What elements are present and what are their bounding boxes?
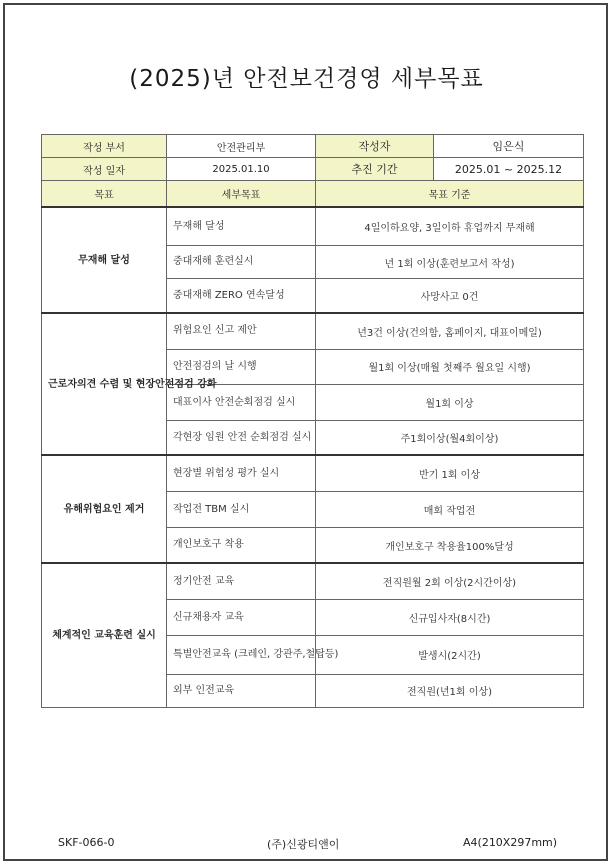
page-title: (2025)년 안전보건경영 세부목표 xyxy=(129,66,484,92)
standard-cell: 4일이하요양, 3일이하 휴업까지 무재해 xyxy=(316,207,584,245)
detail-cell: 안전점검의 날 시행 xyxy=(167,349,316,384)
detail-cell: 무재해 달성 xyxy=(167,207,316,245)
detail-cell: 현장별 위험성 평가 실시 xyxy=(167,455,316,491)
goal-cell: 근로자의견 수렴 및 현장안전점검 강화 xyxy=(42,313,167,455)
detail-cell: 작업전 TBM 실시 xyxy=(167,492,316,528)
standard-cell: 매회 작업전 xyxy=(316,492,584,528)
date-value: 2025.01.10 xyxy=(167,158,316,181)
table-row xyxy=(42,563,584,599)
table-row xyxy=(42,455,584,491)
dept-value: 안전관리부 xyxy=(167,135,316,158)
standard-cell: 사망사고 0건 xyxy=(316,279,584,313)
standard-cell: 년 1회 이상(훈련보고서 작성) xyxy=(316,245,584,278)
info-row-dept xyxy=(42,135,584,158)
period-value: 2025.01 ~ 2025.12 xyxy=(454,162,563,176)
paper-size: A4(210X297mm) xyxy=(463,836,558,849)
standard-cell: 신규입사자(8시간) xyxy=(316,599,584,635)
detail-cell: 대표이사 안전순회점검 실시 xyxy=(167,385,316,421)
detail-cell: 중대재해 ZERO 연속달성 xyxy=(167,279,316,313)
author-value: 임은식 xyxy=(492,140,525,154)
table-row xyxy=(42,313,584,349)
company-name: (주)신광티앤이 xyxy=(267,838,340,851)
detail-cell: 특별안전교육 (크레인, 강관주,철탑등) xyxy=(167,636,316,674)
standard-cell: 전직원월 2회 이상(2시간이상) xyxy=(316,563,584,599)
goal-cell: 체계적인 교육훈련 실시 xyxy=(42,563,167,707)
detail-cell: 신규채용자 교육 xyxy=(167,599,316,635)
goal-column-header: 목표 xyxy=(42,181,167,207)
standard-column-header: 목표 기준 xyxy=(316,181,584,207)
form-code: SKF-066-0 xyxy=(58,836,115,849)
standard-cell: 월1회 이상 xyxy=(316,385,584,421)
author-label: 작성자 xyxy=(316,135,434,157)
date-label: 작성 일자 xyxy=(42,158,167,181)
goal-cell: 무재해 달성 xyxy=(42,207,167,313)
detail-cell: 정기안전 교육 xyxy=(167,563,316,599)
standard-cell: 개인보호구 착용율100%달성 xyxy=(316,528,584,563)
detail-cell: 각현장 임원 안전 순회점검 실시 xyxy=(167,421,316,455)
detail-cell: 중대재해 훈련실시 xyxy=(167,245,316,278)
table-row xyxy=(42,207,584,245)
standard-cell: 년3건 이상(건의함, 홈페이지, 대표이메일) xyxy=(316,313,584,349)
period-label: 추진 기간 xyxy=(316,158,434,180)
detail-cell: 외부 인전교육 xyxy=(167,674,316,707)
goals-table xyxy=(41,134,584,708)
info-row-date xyxy=(42,158,584,181)
dept-label: 작성 부서 xyxy=(42,135,167,158)
standard-cell: 주1회이상(월4회이상) xyxy=(316,421,584,455)
detail-cell: 위험요인 신고 제안 xyxy=(167,313,316,349)
standard-cell: 전직원(년1회 이상) xyxy=(316,674,584,707)
standard-cell: 반기 1회 이상 xyxy=(316,455,584,491)
detail-cell: 개인보호구 착용 xyxy=(167,528,316,563)
column-header-row xyxy=(42,181,584,207)
detail-column-header: 세부목표 xyxy=(167,181,316,207)
standard-cell: 월1회 이상(매월 첫째주 월요일 시행) xyxy=(316,349,584,384)
standard-cell: 발생시(2시간) xyxy=(316,636,584,674)
goal-cell: 유해위험요인 제거 xyxy=(42,455,167,563)
